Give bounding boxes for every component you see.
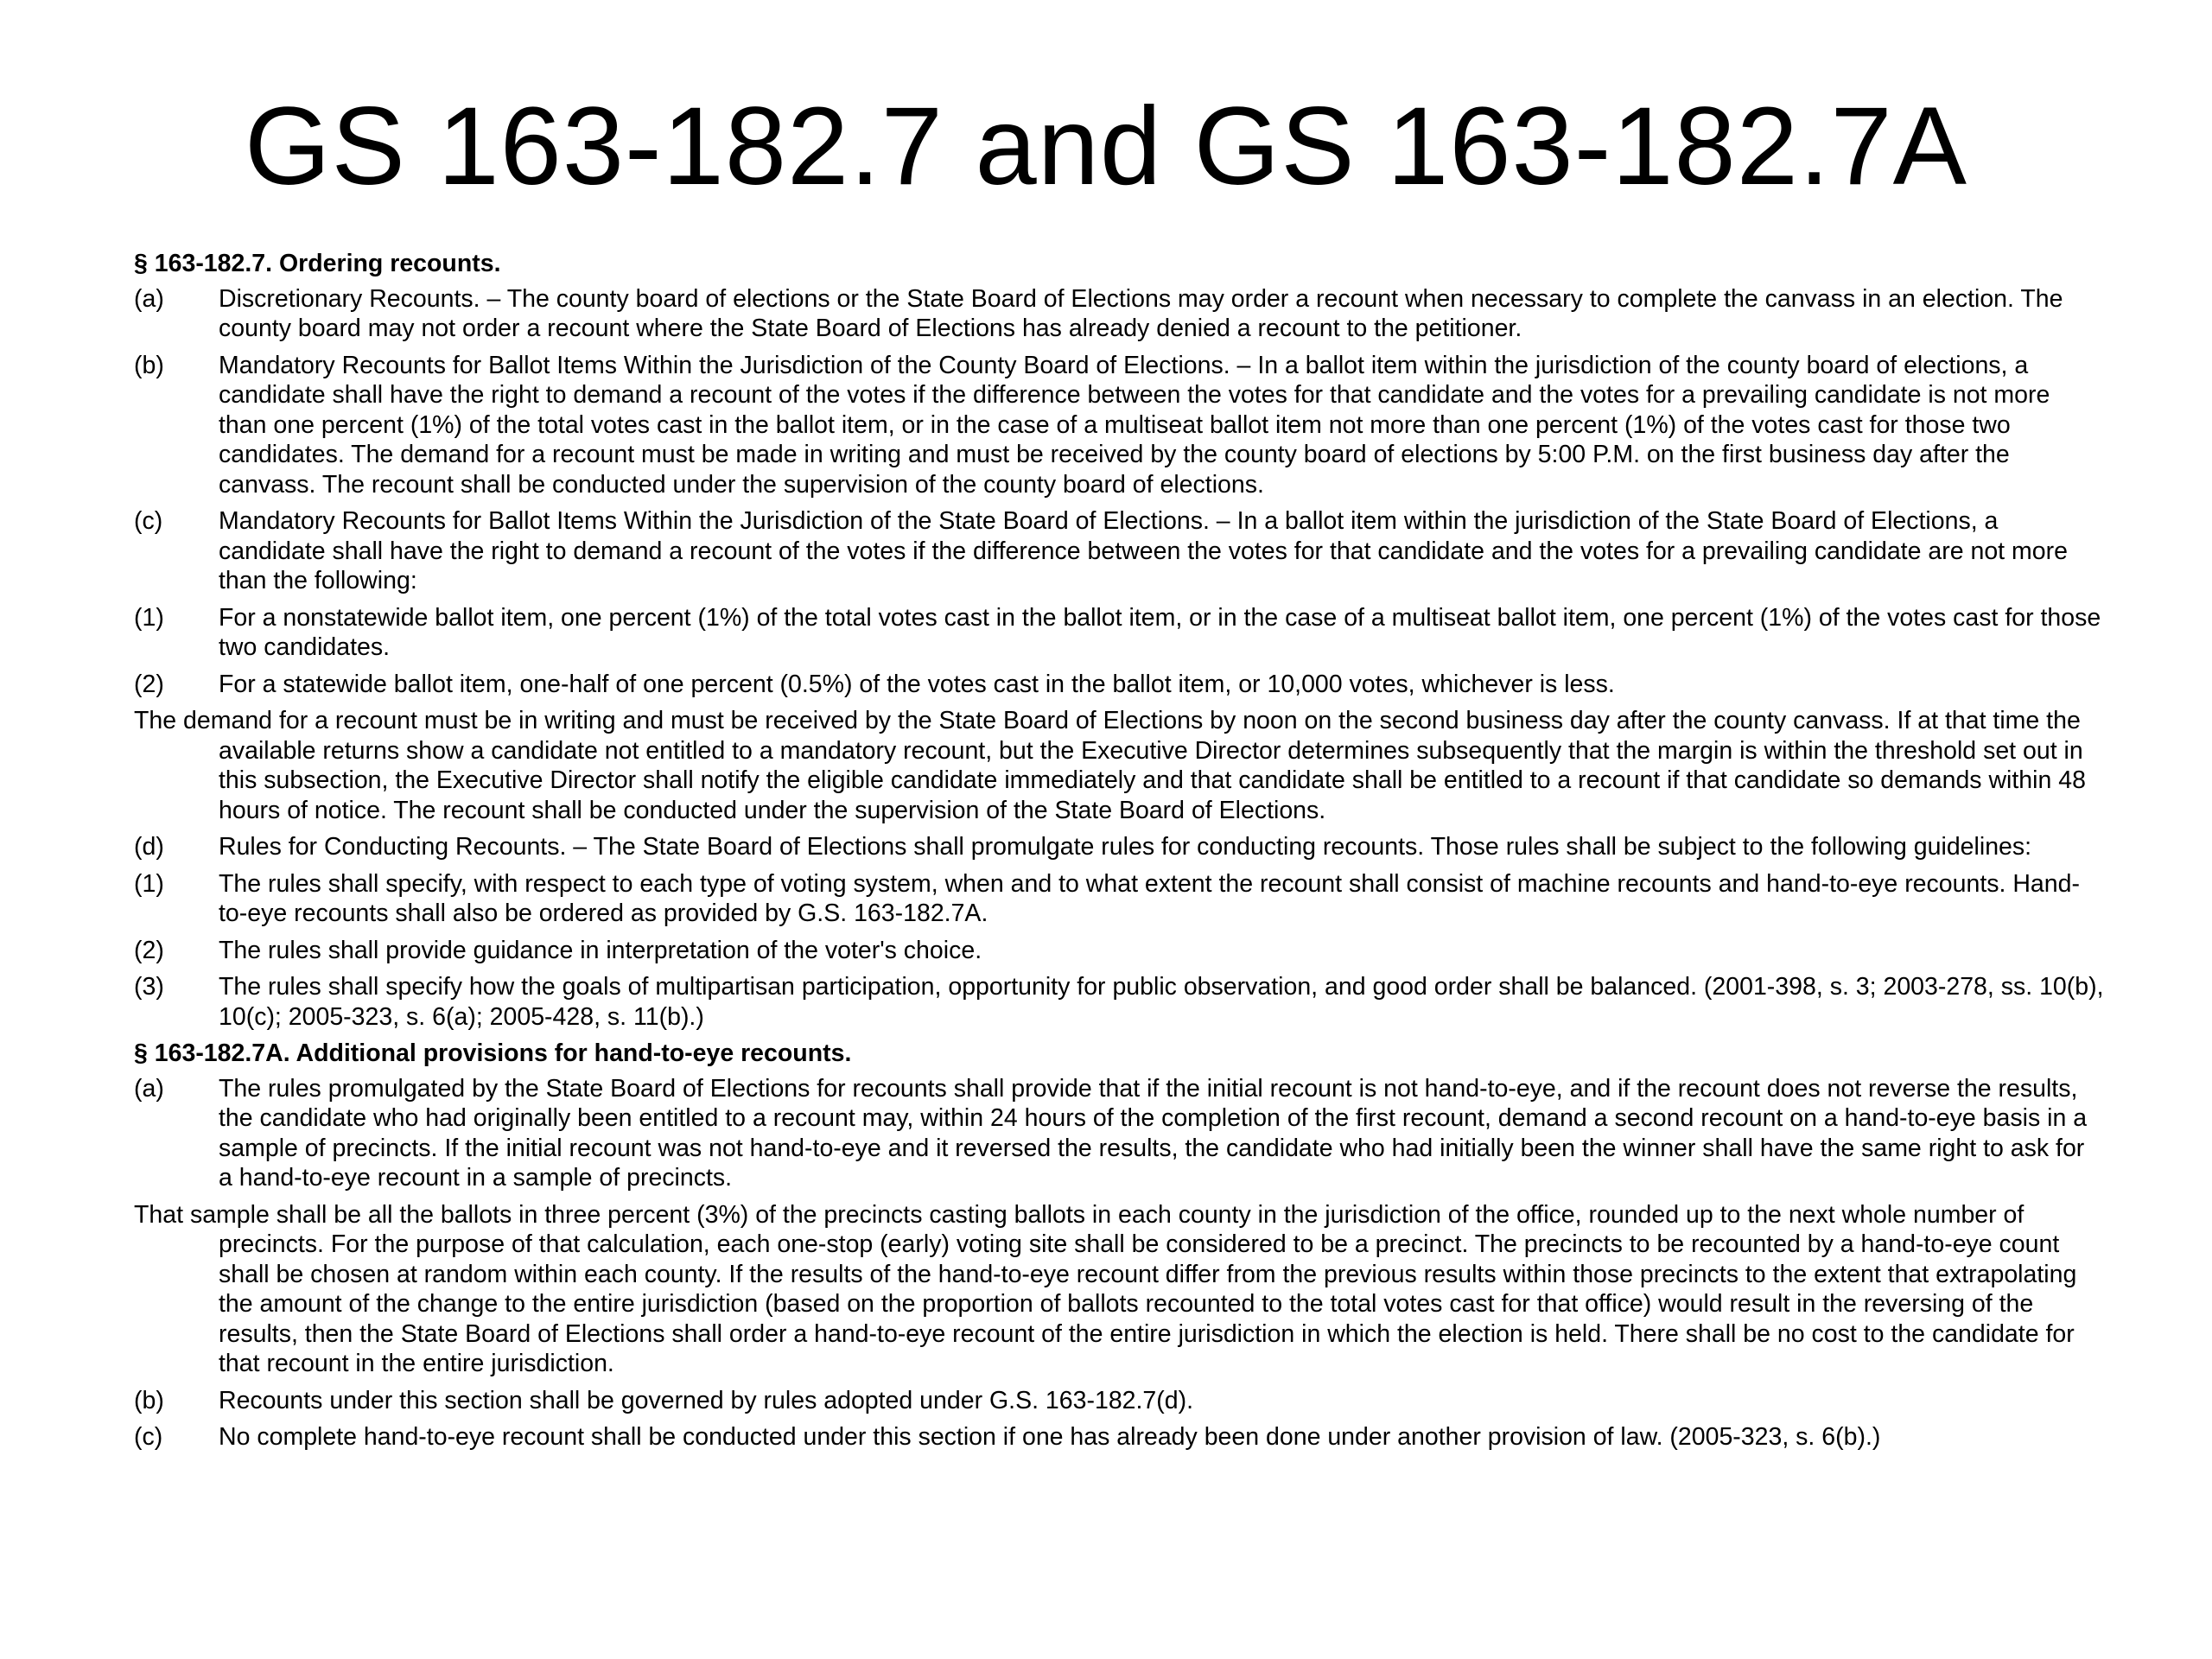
paragraph-label: (c)	[134, 1423, 163, 1451]
paragraph-label: (a)	[134, 284, 164, 313]
paragraph-text: Mandatory Recounts for Ballot Items Within the Jurisdiction of the State Board of Elections. – In a ballot item within the jurisdiction of the State Board of Elections, a candidate shall have the right to demand a recount of the votes if the difference between the votes for that candidate and the votes for a prevailing candidate are not more than the following:	[219, 507, 2068, 594]
paragraph-text: The rules promulgated by the State Board of Elections for recounts shall provide that if the initial recount is not hand-to-eye, and if the recount does not reverse the results, the candidate who had originally been entitled to a recount may, within 24 hours of the completion of the first recount, demand a second recount on a hand-to-eye basis in a sample of precincts. If the initial recount was not hand-to-eye and it reversed the results, the candidate who had initially been the winner shall have the same right to ask for a hand-to-eye recount in a sample of precincts.	[219, 1074, 2088, 1192]
paragraph-text: The rules shall specify, with respect to each type of voting system, when and to what extent the recount shall consist of machine recounts and hand-to-eye recounts. Hand-to-eye recounts shall also be ordered as provided by G.S. 163-182.7A.	[219, 869, 2080, 927]
paragraph-text: The rules shall specify how the goals of multipartisan participation, opportunity for public observation, and good order shall be balanced. (2001-398, s. 3; 2003-278, ss. 10(b), 10(c); 2005-323, s. 6(a); 2005-428, s. 11(b).)	[219, 973, 2104, 1031]
paragraph-d-1	[134, 869, 2104, 929]
paragraph-c-1	[134, 603, 2104, 663]
paragraph-label: (d)	[134, 833, 164, 861]
paragraph-d-2	[134, 936, 2104, 966]
paragraph-text: No complete hand-to-eye recount shall be conducted under this section if one has already been done under another provision of law. (2005-323, s. 6(b).)	[219, 1423, 1881, 1451]
paragraph-7a-a	[134, 1074, 2104, 1193]
statute-text	[134, 249, 2104, 1459]
section-heading-182-7: § 163-182.7. Ordering recounts.	[134, 250, 501, 277]
paragraph-label: (c)	[134, 507, 163, 535]
paragraph-label: (b)	[134, 351, 164, 379]
paragraph-text: For a nonstatewide ballot item, one percent (1%) of the total votes cast in the ballot item, or in the case of a multiseat ballot item, one percent (1%) of the votes cast for those two candidates.	[219, 603, 2101, 661]
paragraph-c-2	[134, 670, 2104, 700]
paragraph-d-3	[134, 972, 2104, 1032]
paragraph-text: Mandatory Recounts for Ballot Items Within the Jurisdiction of the County Board of Elections. – In a ballot item within the jurisdiction of the county board of elections, a candidate shall have the right to demand a recount of the votes if the difference between the votes for that candidate and the votes for a prevailing candidate is not more than one percent (1%) of the total votes cast in the ballot item, or in the case of a multiseat ballot item not more than one percent (1%) of the votes cast for those two candidates. The demand for a recount must be made in writing and must be received by the county board of elections by 5:00 P.M. on the first business day after the canvass. The recount shall be conducted under the supervision of the county board of elections.	[219, 351, 2050, 499]
paragraph-text: For a statewide ballot item, one-half of one percent (0.5%) of the votes cast in the ballot item, or 10,000 votes, whichever is less.	[219, 670, 1615, 698]
paragraph-label: (b)	[134, 1386, 164, 1414]
paragraph-c	[134, 506, 2104, 596]
paragraph-text: Recounts under this section shall be governed by rules adopted under G.S. 163-182.7(d).	[219, 1386, 1194, 1414]
slide-title: GS 163-182.7 and GS 163-182.7A	[244, 85, 1968, 208]
demand-paragraph: The demand for a recount must be in writing and must be received by the State Board of Elections by noon on the second business day after the county canvass. If at that time the available returns show a candidate not entitled to a mandatory recount, but the Executive Director determines subsequently that the margin is within the threshold set out in this subsection, the Executive Director shall notify the eligible candidate immediately and that candidate shall be entitled to a recount if that candidate so demands within 48 hours of notice. The recount shall be conducted under the supervision of the State Board of Elections.	[134, 707, 2086, 824]
paragraph-text: Rules for Conducting Recounts. – The State Board of Elections shall promulgate rules for conducting recounts. Those rules shall be subject to the following guidelines:	[219, 833, 2032, 861]
paragraph-label: (2)	[134, 936, 164, 964]
sample-paragraph: That sample shall be all the ballots in three percent (3%) of the precincts casting ballots in each county in the jurisdiction of the office, rounded up to the next whole number of precincts. For the purpose of that calculation, each one-stop (early) voting site shall be considered to be a precinct. The precincts to be recounted by a hand-to-eye count shall be chosen at random within each county. If the results of the hand-to-eye recount differ from the previous results within those precincts to the extent that extrapolating the amount of the change to the entire jurisdiction (based on the proportion of ballots recounted to the total votes cast for that office) would result in the reversing of the results, then the State Board of Elections shall order a hand-to-eye recount of the entire jurisdiction in which the election is held. There shall be no cost to the candidate for that recount in the entire jurisdiction.	[134, 1200, 2077, 1377]
paragraph-7a-c	[134, 1422, 2104, 1452]
paragraph-label: (2)	[134, 670, 164, 698]
paragraph-label: (1)	[134, 603, 164, 632]
paragraph-d	[134, 832, 2104, 862]
paragraph-a	[134, 284, 2104, 344]
paragraph-7a-b	[134, 1386, 2104, 1416]
paragraph-label: (1)	[134, 869, 164, 898]
paragraph-text: The rules shall provide guidance in interpretation of the voter's choice.	[219, 936, 982, 964]
paragraph-label: (a)	[134, 1074, 164, 1103]
paragraph-label: (3)	[134, 973, 164, 1001]
paragraph-b	[134, 351, 2104, 500]
paragraph-text: Discretionary Recounts. – The county board of elections or the State Board of Elections may order a recount when necessary to complete the canvass in an election. The county board may not order a recount where the State Board of Elections has already denied a recount to the petitioner.	[219, 284, 2063, 342]
section-heading-182-7a: § 163-182.7A. Additional provisions for hand-to-eye recounts.	[134, 1039, 852, 1067]
